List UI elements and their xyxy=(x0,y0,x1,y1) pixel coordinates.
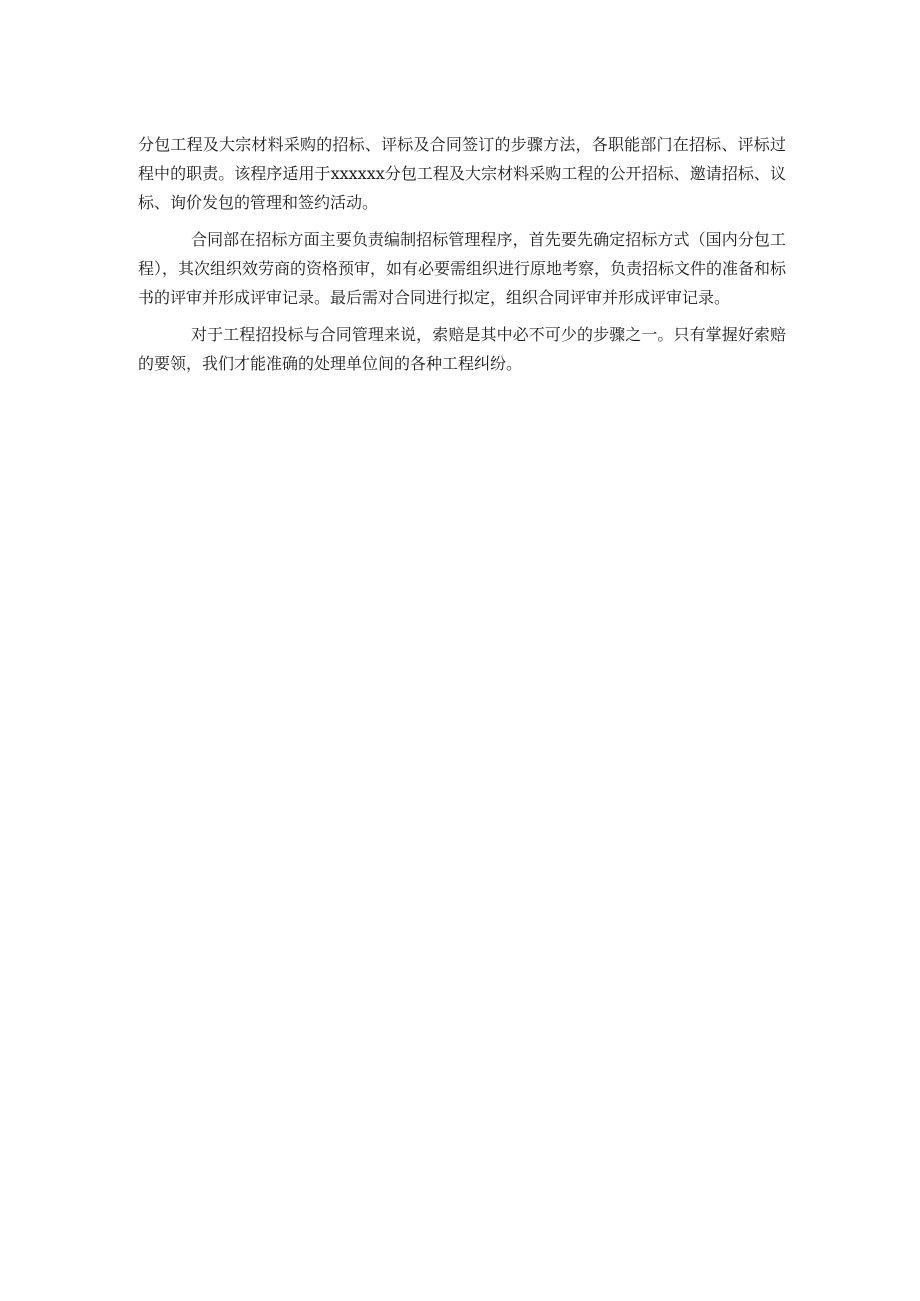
document-body xyxy=(138,130,786,386)
paragraph-1: 分包工程及大宗材料采购的招标、评标及合同签订的步骤方法，各职能部门在招标、评标过程中的职责。该程序适用于xxxxxx分包工程及大宗材料采购工程的公开招标、邀请招标、议标、询价发包的管理和签约活动。 xyxy=(138,135,786,212)
paragraph-3: 对于工程招投标与合同管理来说，索赔是其中必不可少的步骤之一。只有掌握好索赔的要领，我们才能准确的处理单位间的各种工程纠纷。 xyxy=(138,325,786,373)
paragraph-2: 合同部在招标方面主要负责编制招标管理程序，首先要先确定招标方式（国内分包工程），其次组织效劳商的资格预审，如有必要需组织进行原地考察，负责招标文件的准备和标书的评审并形成评审记录。最后需对合同进行拟定，组织合同评审并形成评审记录。 xyxy=(138,230,787,307)
